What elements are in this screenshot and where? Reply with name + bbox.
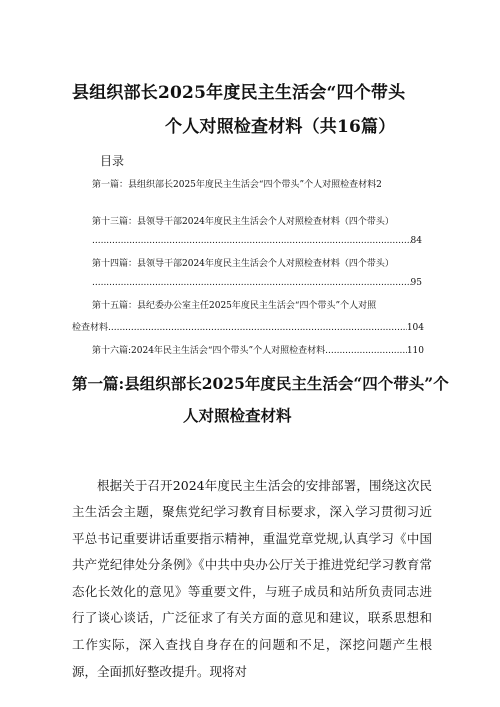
toc-entry-14-leader (92, 278, 422, 288)
document-title-line2: 个人对照检查材料（共16篇） (165, 117, 396, 137)
document-title-line1: 县组织部长2025年度民主生活会“四个带头 (72, 83, 406, 103)
toc-entry-1[interactable]: 第一篇：县组织部长2025年度民主生活会“四个带头”个人对照检查材料2 (92, 180, 382, 190)
toc-entry-13[interactable]: 第十三篇：县领导干部2024年度民主生活会个人对照检查材料（四个带头） (92, 217, 394, 227)
toc-entry-14[interactable]: 第十四篇：县领导干部2024年度民主生活会个人对照检查材料（四个带头） (92, 259, 394, 269)
toc-page-number: 95 (410, 278, 422, 288)
body-paragraph: 根据关于召开2024年度民主生活会的安排部署，围绕这次民主生活会主题，聚焦党纪学习教育目标要求，深入学习贯彻习近平总书记重要讲话重要指示精神，重温党章党规,认真学习《中国共产党纪律处分条例》《中共中央办公厅关于推进党纪学习教育常态化长效化的意见》等重要文件，与班子成员和站所负责同志进行了谈心谈话，广泛征求了有关方面的意见和建议，联系思想和工作实际，深入查找自身存在的问题和不足，深挖问题产生根源，全面抓好整改提升。现将对 (72, 477, 432, 679)
toc-entry-15-leader (72, 320, 424, 333)
toc-leader-dots (92, 236, 411, 246)
toc-entry-15[interactable]: 第十五篇：县纪委办公室主任2025年度民主生活会“四个带头”个人对照 (92, 301, 377, 311)
toc-heading: 目录 (100, 154, 125, 168)
toc-leader-dots (108, 323, 407, 333)
section-title-line1: 第一篇:县组织部长2025年度民主生活会“四个带头”个 (72, 374, 449, 393)
toc-entry-16-text: 第十六篇:2024年民主生活会“四个带头”个人对照检查材料 (92, 346, 326, 356)
toc-entry-16[interactable] (92, 343, 424, 356)
toc-entry-13-leader (92, 236, 422, 246)
toc-entry-15-cont: 检查材料 (72, 323, 109, 333)
toc-leader-dots (325, 346, 407, 356)
section-title-line2: 人对照检查材料 (183, 406, 292, 425)
toc-leader-dots (92, 278, 411, 288)
toc-page-number: 110 (406, 346, 424, 356)
toc-page-number: 84 (410, 236, 422, 246)
toc-page-number: 104 (406, 323, 424, 333)
